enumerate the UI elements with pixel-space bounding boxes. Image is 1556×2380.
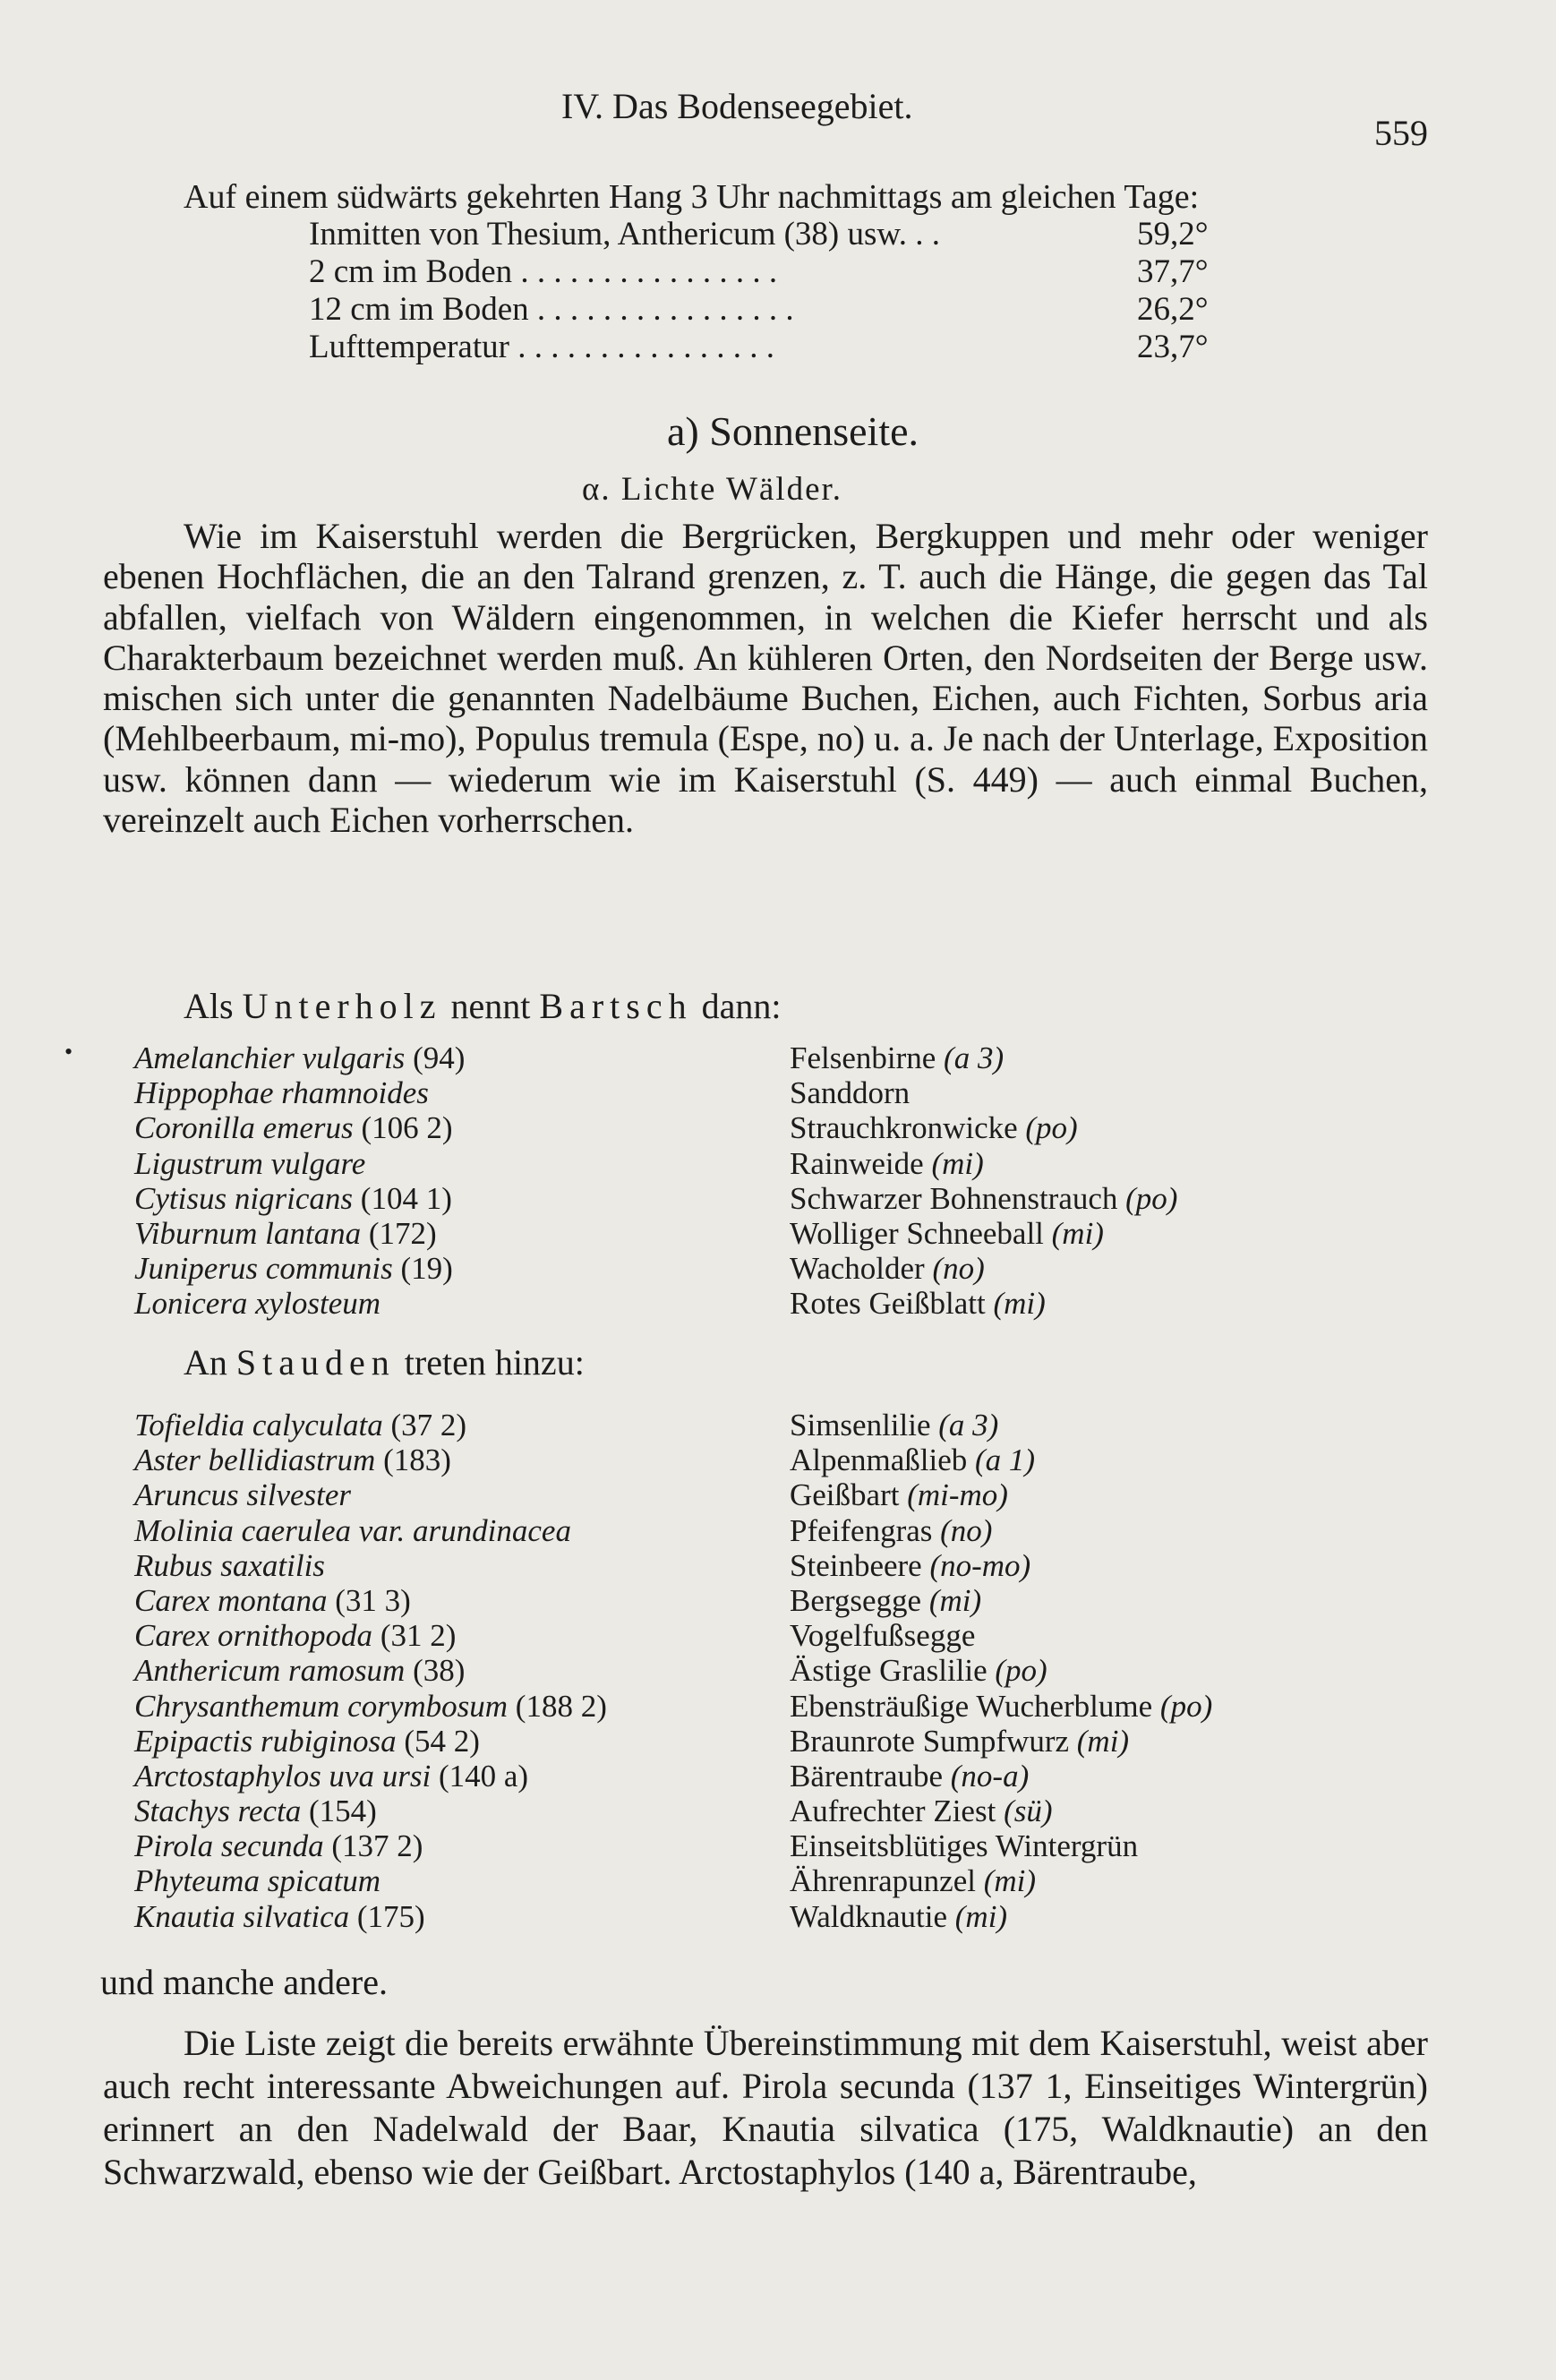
list-item: Epipactis rubiginosa (54 2) Braunrote Sumpfwurz (mi) xyxy=(134,1723,1130,1759)
list-item: Cytisus nigricans (104 1) Schwarzer Bohnenstrauch (po) xyxy=(134,1180,1178,1216)
list-item: Rubus saxatilis Steinbeere (no-mo) xyxy=(134,1547,1031,1583)
list-item: Lonicera xylosteum Rotes Geißblatt (mi) xyxy=(134,1286,1046,1322)
stauden-intro: An Stauden treten hinzu: xyxy=(184,1342,585,1383)
temperature-value: 59,2° xyxy=(1137,216,1209,253)
list-item: Ligustrum vulgare Rainweide (mi) xyxy=(134,1145,984,1181)
stauden-list xyxy=(134,1408,1388,1934)
list-item: Carex montana (31 3) Bergsegge (mi) xyxy=(134,1582,982,1618)
temperature-label: Inmitten von Thesium, Anthericum (38) usw. . . xyxy=(309,216,940,253)
keyword-stauden: Stauden xyxy=(235,1342,396,1383)
list-item: Aruncus silvester Geißbart (mi-mo) xyxy=(134,1477,1008,1513)
unterholz-list xyxy=(134,1040,1388,1322)
temperature-label: 12 cm im Boden . . . . . . . . . . . . . . . . xyxy=(309,291,794,328)
unterholz-intro: Als Unterholz nennt Bartsch dann: xyxy=(184,986,782,1026)
temperature-label: Lufttemperatur . . . . . . . . . . . . . . . . xyxy=(309,329,774,365)
margin-dot: • xyxy=(64,1039,73,1065)
list-item: Amelanchier vulgaris (94) Felsenbirne (a 3) xyxy=(134,1040,1005,1075)
temperature-row xyxy=(309,215,1209,253)
author-bartsch: Bartsch xyxy=(539,986,693,1026)
paragraph-comparison: Die Liste zeigt die bereits erwähnte Übereinstimmung mit dem Kaiserstuhl, weist aber auch recht interessante Abweichungen auf. Pirola secunda (137 1, Einseitiges Wintergrün) erinnert an den Nadelwald der Baar, Knautia silvatica (175, Waldknautie) an den Schwarzwald, ebenso wie der Geißbart. Arctostaphylos (140 a, Bärentraube, xyxy=(103,2023,1428,2192)
temperature-row xyxy=(309,328,1209,365)
temperature-value: 26,2° xyxy=(1137,291,1209,328)
list-item: Aster bellidiastrum (183) Alpenmaßlieb (a 1) xyxy=(134,1443,1036,1478)
running-header: IV. Das Bodenseegebiet. xyxy=(561,86,913,126)
list-item: Viburnum lantana (172) Wolliger Schneeball (mi) xyxy=(134,1215,1104,1251)
temperature-row xyxy=(309,290,1209,328)
subsection-title: α. Lichte Wälder. xyxy=(582,471,843,508)
temperature-value: 37,7° xyxy=(1137,253,1209,290)
list-item: Anthericum ramosum (38) Ästige Graslilie (po) xyxy=(134,1653,1047,1689)
list-item: Coronilla emerus (106 2) Strauchkronwicke (po) xyxy=(134,1110,1078,1146)
list-item: Phyteuma spicatum Ährenrapunzel (mi) xyxy=(134,1863,1037,1899)
list-item: Pirola secunda (137 2) Einseitsblütiges Wintergrün xyxy=(134,1828,1139,1864)
temperature-label: 2 cm im Boden . . . . . . . . . . . . . . . . xyxy=(309,253,778,290)
tail-line: und manche andere. xyxy=(100,1962,388,2002)
page-number: 559 xyxy=(1374,113,1428,153)
list-item: Molinia caerulea var. arundinacea Pfeifengras (no) xyxy=(134,1512,993,1548)
paragraph-lichte-waelder: Wie im Kaiserstuhl werden die Bergrücken, Bergkuppen und mehr oder weniger ebenen Hochflächen, die an den Talrand grenzen, z. T. auch die Hänge, die gegen das Tal abfallen, vielfach von Wäldern eingenommen, in welchen die Kiefer herrscht und als Charakterbaum bezeichnet werden muß. An kühleren Orten, den Nordseiten der Berge usw. mischen sich unter die genannten Nadelbäume Buchen, Eichen, auch Fichten, Sorbus aria (Mehlbeerbaum, mi-mo), Populus tremula (Espe, no) u. a. Je nach der Unterlage, Exposition usw. können dann — wiederum wie im Kaiserstuhl (S. 449) — auch einmal Buchen, vereinzelt auch Eichen vorherrschen. xyxy=(103,516,1428,841)
list-item: Hippophae rhamnoides Sanddorn xyxy=(134,1075,911,1111)
intro-line: Auf einem südwärts gekehrten Hang 3 Uhr nachmittags am gleichen Tage: xyxy=(184,178,1200,216)
section-title: a) Sonnenseite. xyxy=(667,408,919,454)
list-item: Knautia silvatica (175) Waldknautie (mi) xyxy=(134,1898,1008,1934)
list-item: Juniperus communis (19) Wacholder (no) xyxy=(134,1251,985,1287)
list-item: Carex ornithopoda (31 2) Vogelfußsegge xyxy=(134,1618,976,1654)
temperature-value: 23,7° xyxy=(1137,329,1209,365)
list-item: Tofieldia calyculata (37 2) Simsenlilie (a 3) xyxy=(134,1408,999,1443)
list-item: Arctostaphylos uva ursi (140 a) Bärentraube (no-a) xyxy=(134,1758,1030,1794)
list-item: Stachys recta (154) Aufrechter Ziest (sü) xyxy=(134,1794,1053,1829)
list-item: Chrysanthemum corymbosum (188 2) Ebensträußige Wucherblume (po) xyxy=(134,1688,1213,1724)
keyword-unterholz: Unterholz xyxy=(242,986,442,1026)
temperature-row xyxy=(309,253,1209,290)
